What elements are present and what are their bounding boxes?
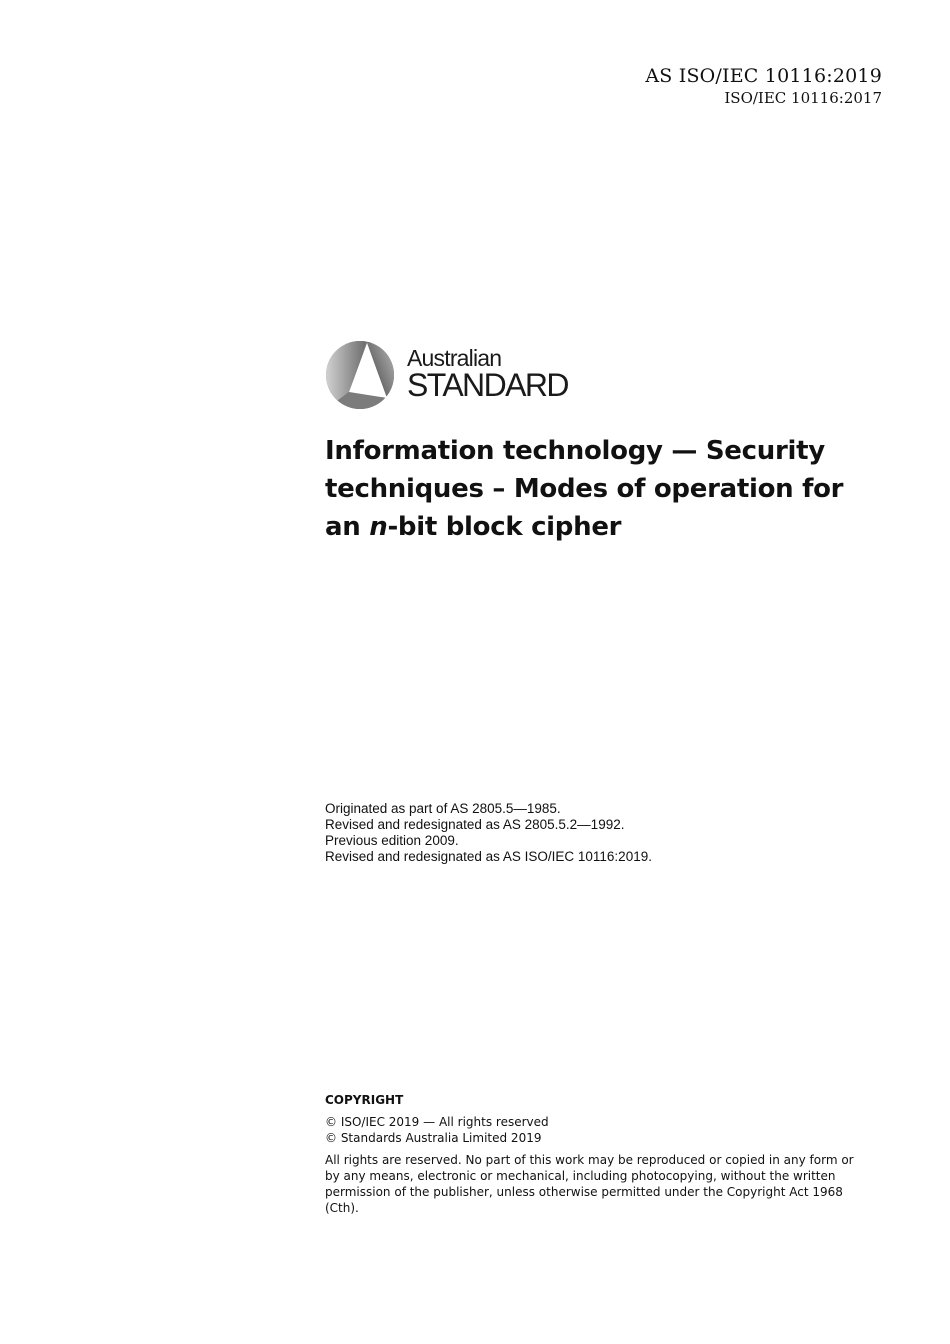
publication-history — [325, 801, 652, 865]
standards-australia-emblem-icon — [325, 340, 395, 410]
copyright-block — [325, 1092, 855, 1216]
copyright-heading: COPYRIGHT — [325, 1093, 404, 1107]
title-text-part1: Information technology — Security techniques – Modes of operation for an — [325, 436, 844, 542]
history-line: Originated as part of AS 2805.5—1985. — [325, 801, 561, 816]
logo-line-standard: STANDARD — [407, 367, 568, 403]
logo-line-australian: Australian — [407, 345, 502, 371]
title-italic-n: n — [369, 512, 388, 542]
copyright-owner-line: © ISO/IEC 2019 — All rights reserved — [325, 1115, 549, 1129]
title-text-part2: -bit block cipher — [387, 512, 622, 542]
history-line: Revised and redesignated as AS ISO/IEC 10116:2019. — [325, 849, 652, 864]
copyright-owners — [325, 1114, 855, 1146]
copyright-owner-line: © Standards Australia Limited 2019 — [325, 1131, 542, 1145]
copyright-notice: All rights are reserved. No part of this work may be reproduced or copied in any form or by any means, electronic or mechanical, including photocopying, without the written permission of the publisher, unless otherwise permitted under the Copyright Act 1968 (Cth). — [325, 1153, 854, 1215]
history-line: Revised and redesignated as AS 2805.5.2—1992. — [325, 817, 625, 832]
document-title — [325, 432, 885, 546]
iso-number: ISO/IEC 10116:2017 — [724, 89, 882, 107]
standard-designation — [645, 64, 882, 108]
standard-number: AS ISO/IEC 10116:2019 — [645, 65, 882, 87]
history-line: Previous edition 2009. — [325, 833, 459, 848]
standards-australia-logo — [325, 340, 575, 412]
logo-wordmark — [407, 345, 568, 403]
